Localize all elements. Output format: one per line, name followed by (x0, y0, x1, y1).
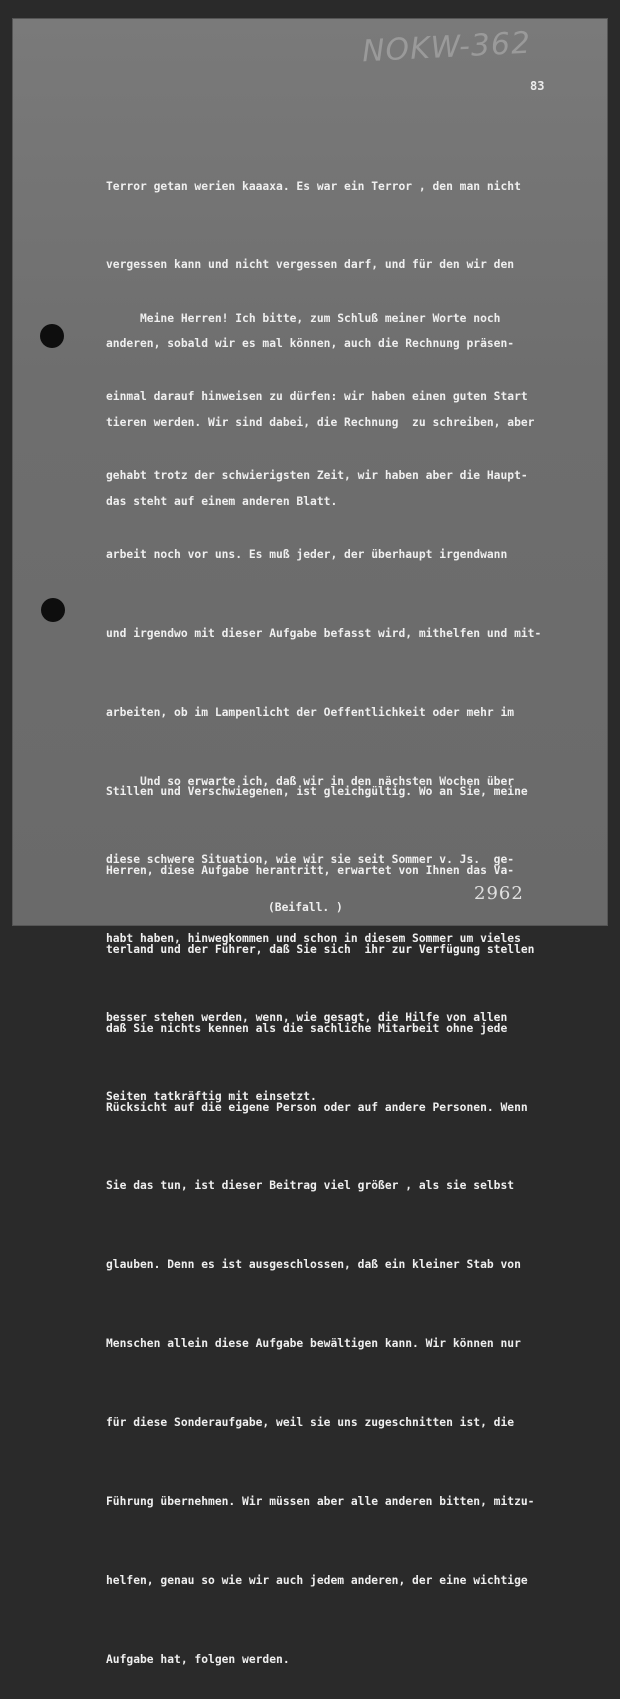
text-line: tieren werden. Wir sind dabei, die Rechnung zu schreiben, aber (106, 416, 535, 430)
text-line: vergessen kann und nicht vergessen darf, und für den wir den (106, 258, 515, 272)
text-line: für diese Sonderaufgabe, weil sie uns zugeschnitten ist, die (106, 1416, 515, 1430)
archive-stamp-number: 2962 (474, 883, 524, 904)
text-line: Und so erwarte ich, daß wir in den nächsten Wochen über (106, 774, 515, 788)
text-line: Herren, diese Aufgabe herantritt, erwartet von Ihnen das Va- (106, 863, 515, 877)
text-line: und irgendwo mit dieser Aufgabe befasst wird, mithelfen und mit- (106, 627, 542, 641)
text-line: Menschen allein diese Aufgabe bewältigen kann. Wir können nur (106, 1337, 521, 1351)
text-line: besser stehen werden, wenn, wie gesagt, die Hilfe von allen (106, 1011, 508, 1025)
text-line: einmal darauf hinweisen zu dürfen: wir haben einen guten Start (106, 390, 528, 404)
text-line: daß Sie nichts kennen als die sachliche Mitarbeit ohne jede (106, 1021, 508, 1035)
applause-text: (Beifall. ) (268, 900, 343, 914)
text-line: Terror getan werien kaaaxa. Es war ein Terror , den man nicht (106, 179, 521, 193)
text-line: arbeiten, ob im Lampenlicht der Oeffentlichkeit oder mehr im (106, 706, 515, 720)
text-line: diese schwere Situation, wie wir sie seit Sommer v. Js. ge- (106, 853, 515, 867)
handwritten-document-mark: NOKW-362 (361, 25, 532, 70)
text-line: anderen, sobald wir es mal können, auch die Rechnung präsen- (106, 337, 515, 351)
text-line: Seiten tatkräftig mit einsetzt. (106, 1090, 317, 1104)
text-line: Führung übernehmen. Wir müssen aber alle anderen bitten, mitzu- (106, 1494, 535, 1508)
text-line: Meine Herren! Ich bitte, zum Schluß meiner Worte noch (106, 311, 501, 325)
applause-note (268, 842, 468, 947)
text-line: terland und der Führer, daß Sie sich ihr zur Verfügung stellen (106, 942, 535, 956)
page-number: 83 (530, 79, 545, 93)
text-line: Stillen und Verschwiegenen, ist gleichgültig. Wo an Sie, meine (106, 784, 528, 798)
text-line: helfen, genau so wie wir auch jedem anderen, der eine wichtige (106, 1573, 528, 1587)
text-line: glauben. Denn es ist ausgeschlossen, daß ein kleiner Stab von (106, 1258, 521, 1272)
text-line: das steht auf einem anderen Blatt. (106, 495, 338, 509)
text-line: Rücksicht auf die eigene Person oder auf andere Personen. Wenn (106, 1100, 528, 1114)
text-line: Sie das tun, ist dieser Beitrag viel größer , als sie selbst (106, 1179, 515, 1193)
text-line: Aufgabe hat, folgen werden. (106, 1652, 290, 1666)
punch-hole-bottom (41, 598, 65, 622)
text-line: gehabt trotz der schwierigsten Zeit, wir haben aber die Haupt- (106, 469, 528, 483)
text-line: arbeit noch vor uns. Es muß jeder, der überhaupt irgendwann (106, 548, 508, 562)
text-line: habt haben, hinwegkommen und schon in diesem Sommer um vieles (106, 932, 521, 946)
punch-hole-top (40, 324, 64, 348)
